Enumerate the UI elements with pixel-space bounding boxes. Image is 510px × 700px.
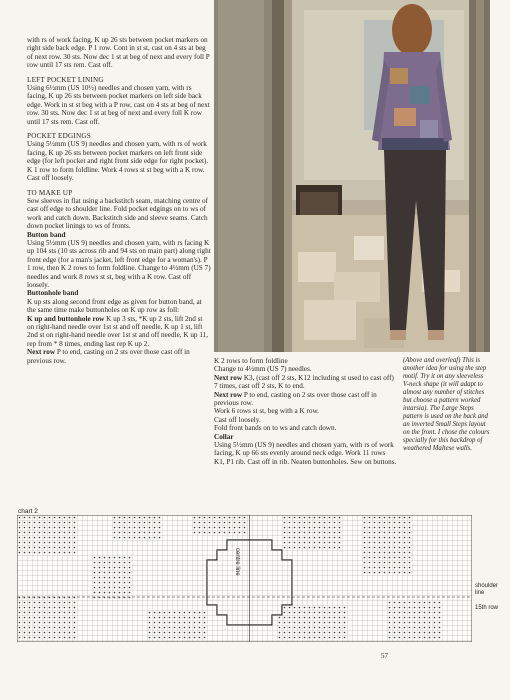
buttonhole-row [27,315,211,349]
left-text-column [27,36,211,371]
centre-line-label: centre line [234,548,240,576]
buttonhole-row-label: K up and buttonhole row [27,314,105,323]
next-row-paragraph [27,348,211,365]
page-number: 57 [381,652,388,660]
knitting-chart [17,515,472,642]
photo-woman-doorway [214,0,490,352]
cast-off-line: Cast off loosely. [214,415,261,424]
next-row-text: P to end, casting on 2 sts over those cast off in previous row. [214,390,377,408]
photo-illustration [214,0,490,352]
buttonhole-band-heading: Buttonhole band [27,289,79,298]
chart-label: chart 2 [18,508,38,515]
left-pocket-text: Using 6½mm (US 10½) needles and chosen yarn, with rs facing, K up 26 sts between pocket markers on left side back edge. Work in st st beg with a P row, cast on 4 sts at beg of next row. 30 sts. Now dec 1 st at beg of next and every foll K row until 17 sts rem. Cast off. [27,84,210,126]
photo-caption [403,357,491,459]
fold-bands-line: Fold front bands on to ws and catch down. [214,424,337,433]
make-up-heading: TO MAKE UP [27,188,73,197]
buttonhole-row-text: K up 3 sts, *K up 2 sts, lift 2nd st on right-hand needle over 1st st and off needle, K up 1 st, lift 2nd st on right-hand needle over 1st st and off needle, K up 11, rep from * 8 times, ending last rep K up 2. [27,314,209,348]
next-row-cast-off [214,374,397,391]
chart-grid [17,515,472,642]
next-row-text: K3, (cast off 2 sts, K12 including st used to cast off) 7 times, cast off 2 sts, K to end. [214,373,394,391]
buttonhole-band-text: K up sts along second front edge as given for button band, at the same time make buttonholes on K up row as foll: [27,297,202,315]
change-needles-line: Change to 4½mm (US 7) needles. [214,365,312,374]
shoulder-line-label: shoulder line [475,583,499,596]
button-band-heading: Button band [27,230,66,239]
button-band-text: Using 5½mm (US 9) needles and chosen yarn, with rs facing K up 104 sts (10 sts across rib and 94 sts on main part) along right front edge (for a man's jacket, left front edge for a woman's). P 1 row, then K 2 rows to form foldline. Change to 4½mm (US 7) needles and work 8 rows st st, beg with a K row. Cast off loosely. [27,238,211,289]
next-row-label: Next row [214,390,243,399]
work-rows-line: Work 6 rows st st, beg with a K row. [214,407,319,416]
pocket-edgings-heading: POCKET EDGINGS [27,132,91,141]
left-pocket-heading: LEFT POCKET LINING [27,75,104,84]
next-row-text: P to end, casting on 2 sts over those cast off in previous row. [27,348,190,365]
next-row-label: Next row [214,373,243,382]
pocket-edgings-text: Using 5½mm (US 9) needles and chosen yarn, with rs of work facing, K up 26 sts between pocket markers on left front side edge (for left pocket and right front side edge for right pocket). K 1 row to form foldline. Work 4 rows st st beg with a K row. Cast off loosely. [27,140,209,183]
collar-text: Using 5½mm (US 9) needles and chosen yarn, with rs of work facing, K up 66 sts evenly around neck edge. Work 11 rows K1, P1 rib. Cast off in rib. Neaten buttonholes. Sew on buttons. [214,441,397,466]
make-up-text: Sew sleeves in flat using a backstitch seam, matching centre of cast off edge to shoulder line. Fold pocket edgings on to ws of work and catch down. Backstitch side and sleeve seams. Catch down pocket linings to ws of fronts. [27,196,209,231]
next-row-label: Next row [27,348,56,357]
caption-text: (Above and overleaf) This is another idea for using the step motif. Try it on any sleeveless V-neck shape (it will adapt to almost any number of stitches but choose a pattern worked intarsia). The Large Steps pattern is used on the back and an inverted Small Steps layout on the front. I chose the colours specially for this backdrop of weathered Maltese walls. [403,357,490,452]
collar-heading: Collar [214,432,234,441]
row-label: 15th row [475,605,499,611]
next-row-cast-on [214,391,397,408]
middle-text-column [214,357,397,472]
intro-paragraph: with rs of work facing, K up 26 sts between pocket markers on right side back edge. P 1 row. Cont in st st, cast on 4 sts at beg of next row. 30 sts. Now dec 1 st at beg of next and every foll P row until 17 sts rem. Cast off. [27,36,210,70]
foldline-line: K 2 rows to form foldline [214,357,288,365]
